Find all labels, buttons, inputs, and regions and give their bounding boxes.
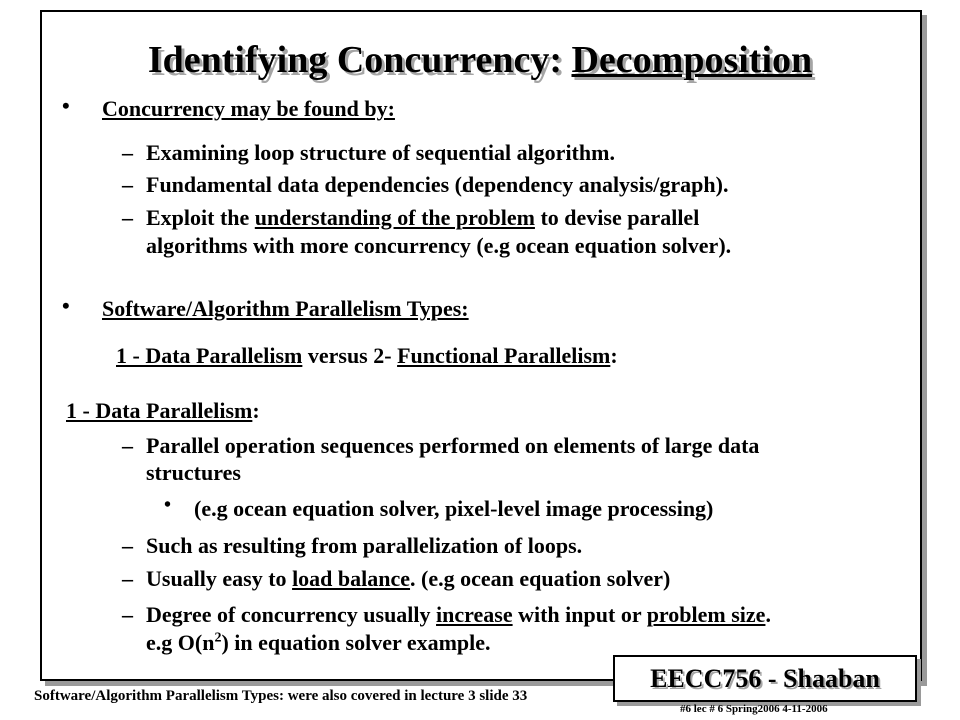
- dp-item-degree-line2: e.g $O(n^2)$ in equation solver example.: [146, 630, 491, 655]
- item-exploit-line2: algorithms with more concurrency (e.g ocean equation solver).: [146, 233, 732, 258]
- badge-text: EECC756 - Shaaban: [650, 664, 880, 693]
- sub-bullet-icon: •: [164, 494, 172, 516]
- dash-icon: –: [122, 533, 133, 558]
- item-loop-structure: Examining loop structure of sequential algorithm.: [146, 140, 615, 165]
- slide-info: #6 lec # 6 Spring2006 4-11-2006: [680, 703, 828, 715]
- dp-item-loops: Such as resulting from parallelization of loops.: [146, 533, 583, 558]
- section-data-parallelism: 1 - Data Parallelism:: [66, 398, 260, 423]
- dp-item-degree-line1: Degree of concurrency usually increase with input or problem size.: [146, 602, 771, 627]
- dp-item-operations-line1: Parallel operation sequences performed on elements of large data: [146, 433, 760, 458]
- dash-icon: –: [122, 602, 133, 627]
- dash-icon: –: [122, 205, 133, 230]
- dp-subbullet-examples: (e.g ocean equation solver, pixel-level image processing): [194, 496, 714, 521]
- understanding-problem: understanding of the problem: [254, 205, 535, 230]
- types-line: 1 - Data Parallelism versus 2- Functional Parallelism:: [116, 343, 618, 368]
- title-part1: Identifying Concurrency:: [147, 39, 572, 81]
- dash-icon: –: [122, 433, 133, 458]
- item-data-dependencies: Fundamental data dependencies (dependency analysis/graph).: [146, 172, 729, 197]
- bullet-parallelism-types: Software/Algorithm Parallelism Types:: [102, 296, 469, 321]
- slide-title: [0, 37, 960, 83]
- course-badge: [613, 655, 917, 702]
- bullet-icon: •: [62, 293, 70, 318]
- dash-icon: –: [122, 140, 133, 165]
- dash-icon: –: [122, 566, 133, 591]
- footer-note: Software/Algorithm Parallelism Types: were also covered in lecture 3 slide 33: [34, 688, 528, 704]
- title-part2: Decomposition: [571, 39, 813, 81]
- bullet-concurrency: Concurrency may be found by:: [102, 96, 395, 121]
- bullet-icon: •: [62, 93, 70, 118]
- dp-item-load-balance: Usually easy to load balance. (e.g ocean equation solver): [146, 566, 671, 591]
- item-exploit-line1: Exploit the understanding of the problem to devise parallel: [146, 205, 700, 230]
- dp-item-operations-line2: structures: [146, 460, 241, 485]
- dash-icon: –: [122, 172, 133, 197]
